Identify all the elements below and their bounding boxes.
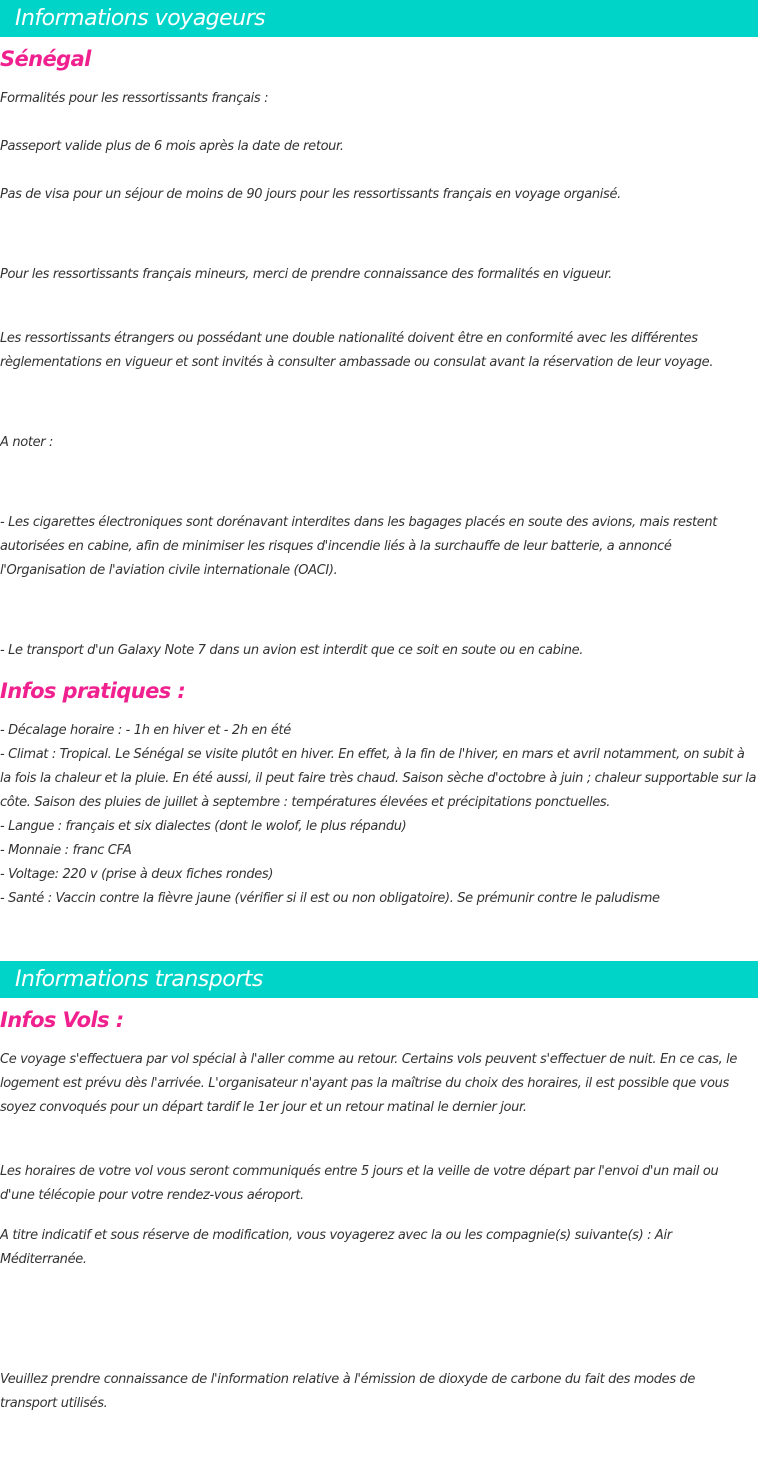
list-item: - Santé : Vaccin contre la fièvre jaune (vérifier si il est ou non obligatoire). Se prémunir contre le paludisme (0, 891, 660, 906)
text-line: Veuillez prendre connaissance de l'information relative à l'émission de dioxyde de carbone du fait des modes de (0, 1372, 696, 1387)
text-line: Formalités pour les ressortissants français : (0, 91, 269, 106)
text-line: Les ressortissants étrangers ou possédant une double nationalité doivent être en conformité avec les différentes (0, 331, 698, 346)
section-title-transports: Informations transports (15, 967, 263, 992)
list-item: - Voltage: 220 v (prise à deux fiches rondes) (0, 867, 274, 882)
text-line: A titre indicatif et sous réserve de modification, vous voyagerez avec la ou les compagnie(s) suivante(s) : Air (0, 1228, 672, 1243)
text-line: Pas de visa pour un séjour de moins de 90 jours pour les ressortissants français en voyage organisé. (0, 187, 621, 202)
infos-vols-heading: Infos Vols : (0, 1008, 124, 1032)
etrangers-text (0, 327, 756, 375)
text-line: d'une télécopie pour votre rendez-vous aéroport. (0, 1188, 304, 1203)
text-line: - Le transport d'un Galaxy Note 7 dans un avion est interdit que ce soit en soute ou en cabine. (0, 643, 584, 658)
text-line: transport utilisés. (0, 1396, 108, 1411)
infos-pratiques-heading: Infos pratiques : (0, 679, 186, 703)
text-line: Passeport valide plus de 6 mois après la date de retour. (0, 139, 344, 154)
list-item: - Climat : Tropical. Le Sénégal se visite plutôt en hiver. En effet, à la fin de l'hiver, en mars et avril notamment, on subit à (0, 747, 745, 762)
text-line: règlementations en vigueur et sont invités à consulter ambassade ou consulat avant la réservation de leur voyage. (0, 355, 714, 370)
text-line: Pour les ressortissants français mineurs, merci de prendre connaissance des formalités en vigueur. (0, 267, 612, 282)
text-line: Ce voyage s'effectuera par vol spécial à l'aller comme au retour. Certains vols peuvent s'effectuer de nuit. En ce cas, le (0, 1052, 738, 1067)
section-band-transports (0, 961, 758, 998)
list-item: - Langue : français et six dialectes (dont le wolof, le plus répandu) (0, 819, 407, 834)
formalites-intro (0, 87, 756, 111)
passeport-text (0, 135, 756, 159)
text-line: A noter : (0, 435, 54, 450)
text-line: Les horaires de votre vol vous seront communiqués entre 5 jours et la veille de votre départ par l'envoi d'un mail ou (0, 1164, 719, 1179)
vol-special-text (0, 1048, 756, 1120)
cigarettes-text (0, 511, 756, 583)
mineurs-text (0, 263, 756, 287)
text-line: autorisées en cabine, afin de minimiser les risques d'incendie liés à la surchauffe de leur batterie, a annoncé (0, 539, 672, 554)
list-item: - Monnaie : franc CFA (0, 843, 132, 858)
text-line: Méditerranée. (0, 1252, 87, 1267)
a-noter-label (0, 431, 756, 455)
text-line: l'Organisation de l'aviation civile internationale (OACI). (0, 563, 338, 578)
co2-text (0, 1368, 756, 1416)
country-heading: Sénégal (0, 47, 91, 71)
list-item: côte. Saison des pluies de juillet à septembre : températures élevées et précipitations ponctuelles. (0, 795, 611, 810)
list-item: la fois la chaleur et la pluie. En été aussi, il peut faire très chaud. Saison sèche d'octobre à juin ; chaleur supportable sur la (0, 771, 757, 786)
infos-pratiques-list (0, 719, 756, 911)
visa-text (0, 183, 756, 207)
list-item: - Décalage horaire : - 1h en hiver et - 2h en été (0, 723, 291, 738)
galaxy-text (0, 639, 756, 663)
compagnies-text (0, 1224, 756, 1272)
section-band-voyageurs (0, 0, 758, 37)
section-title-voyageurs: Informations voyageurs (15, 6, 266, 31)
text-line: logement est prévu dès l'arrivée. L'organisateur n'ayant pas la maîtrise du choix des horaires, il est possible que vous (0, 1076, 729, 1091)
text-line: soyez convoqués pour un départ tardif le 1er jour et un retour matinal le dernier jour. (0, 1100, 527, 1115)
horaires-text (0, 1160, 756, 1208)
text-line: - Les cigarettes électroniques sont dorénavant interdites dans les bagages placés en soute des avions, mais restent (0, 515, 718, 530)
